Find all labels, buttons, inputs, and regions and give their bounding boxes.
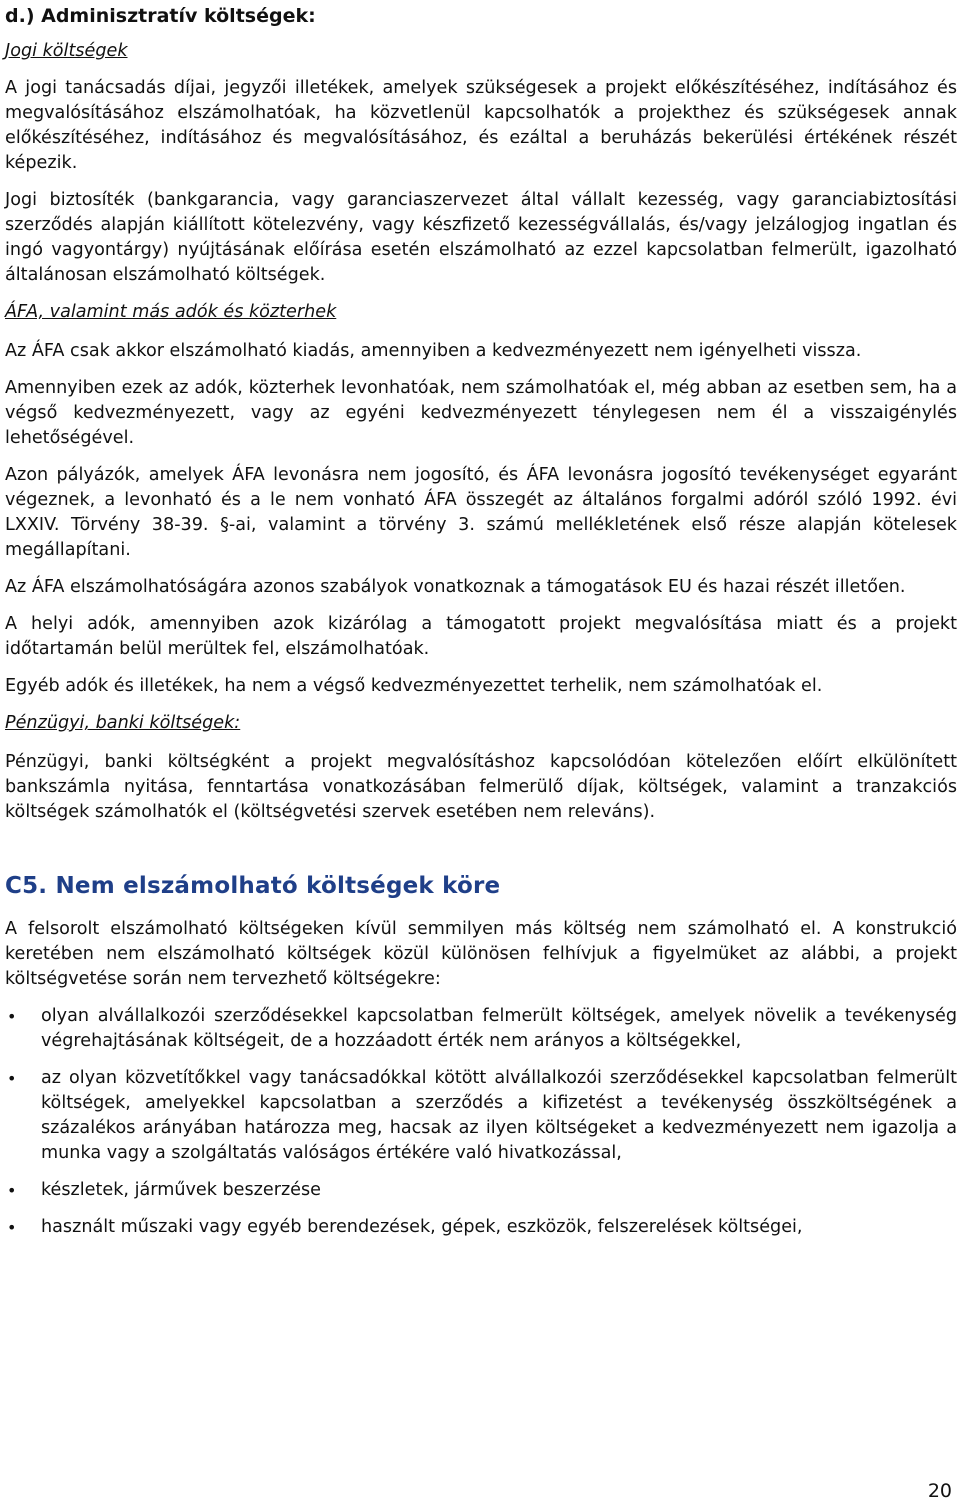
paragraph-vat-1: Az ÁFA csak akkor elszámolható kiadás, amennyiben a kedvezményezett nem igényelheti vissza. [5, 341, 862, 361]
paragraph-other-taxes: Egyéb adók és illetékek, ha nem a végső kedvezményezettet terhelik, nem számolhatóak el. [5, 676, 823, 696]
non-eligible-costs-list [5, 1004, 957, 1240]
paragraph-vat-2: Amennyiben ezek az adók, közterhek levonhatóak, nem számolhatóak el, még abban az esetben sem, ha a végső kedvezményezett, vagy az egyéni kedvezményezett ténylegesen nem él a visszaigénylés lehetőségével. [5, 378, 957, 448]
section-title-c5 [5, 871, 957, 901]
paragraph-vat-4: Az ÁFA elszámolhatóságára azonos szabályok vonatkoznak a támogatások EU és hazai részét illetően. [5, 577, 906, 597]
paragraph-c5-intro: A felsorolt elszámolható költségeken kívül semmilyen más költség nem számolható el. A konstrukció keretében nem elszámolható költségek közül különösen felhívjuk a figyelmüket az alábbi, a projekt költségvetése során nem tervezhető költségekre: [5, 919, 957, 989]
paragraph-local-taxes: A helyi adók, amennyiben azok kizárólag a támogatott projekt megvalósítása miatt és a projekt időtartamán belül merültek fel, elszámolhatóak. [5, 614, 957, 659]
section-number-c5: C5. [5, 873, 48, 899]
paragraph-vat-3-text: Azon pályázók, amelyek ÁFA levonásra nem jogosító, és ÁFA levonásra jogosító tevékenységet egyaránt végeznek, a levonható és a le nem vonható ÁFA összegét az általános forgalmi adóról szóló 1992. évi LXXIV. Törvény 38-39. §-ai, valamint a törvény 3. számú mellékletének első része alapján kötelesek megállapítani. [5, 465, 957, 560]
paragraph-legal-guarantee: Jogi biztosíték (bankgarancia, vagy garanciaszervezet által vállalt kezesség, vagy garanciabiztosítási szerződés alapján kiállított kötelezvény, vagy készfizető kezességvállalás, és/vagy jelzálogjog ingatlan és ingó vagyontárgy) nyújtásának előírása esetén elszámolható az ezzel kapcsolatban felmerült, igazolható általánosan elszámolható költségek. [5, 190, 957, 285]
paragraph-financial-costs: Pénzügyi, banki költségként a projekt megvalósításhoz kapcsolódóan kötelezően előírt elkülönített bankszámla nyitása, fenntartása vonatkozásában felmerülő díjak, költségek, valamint a tranzakciós költségek számolhatók el (költségvetési szervek esetében nem releváns). [5, 752, 957, 822]
document-page [5, 0, 957, 1252]
list-item-text: használt műszaki vagy egyéb berendezések, gépek, eszközök, felszerelések költségei, [41, 1217, 803, 1237]
bullet-icon: • [7, 1181, 17, 1200]
subheading-vat: ÁFA, valamint más adók és közterhek [5, 302, 337, 322]
list-item-text: készletek, járművek beszerzése [41, 1180, 321, 1200]
bullet-icon: • [7, 1007, 17, 1026]
bullet-icon: • [7, 1218, 17, 1237]
list-item-text: olyan alvállalkozói szerződésekkel kapcsolatban felmerült költségek, amelyek növelik a tevékenység végrehajtásának költségeit, de a hozzáadott érték nem arányos a költségekkel, [41, 1006, 957, 1051]
paragraph-vat-3 [5, 463, 957, 563]
list-item [5, 1178, 957, 1203]
list-item [5, 1215, 957, 1240]
bullet-icon: • [7, 1069, 17, 1088]
paragraph-legal-costs: A jogi tanácsadás díjai, jegyzői illetékek, amelyek szükségesek a projekt előkészítéséhez, indításához és megvalósításához elszámolhatóak, ha közvetlenül kapcsolhatók a projekthez és szükségesek annak előkészítéséhez, indításához és megvalósításához, és ezáltal a beruházás bekerülési értékének részét képezik. [5, 78, 957, 173]
subheading-financial-costs: Pénzügyi, banki költségek: [5, 713, 241, 733]
list-item-text: az olyan közvetítőkkel vagy tanácsadókkal kötött alvállalkozói szerződésekkel kapcsolatban felmerült költségek, amelyekkel kapcsolatban a szerződés a kifizetést a tevékenység összköltségének a százalékos arányában határozza meg, hacsak az ilyen költségeket a kedvezményezett nem igazolja a munka vagy a szolgáltatás valóságos értékére való hivatkozással, [41, 1068, 957, 1163]
list-item [5, 1066, 957, 1166]
section-title-c5-text: Nem elszámolható költségek köre [55, 873, 501, 899]
section-title-administrative-costs: d.) Adminisztratív költségek: [5, 5, 316, 27]
page-number: 20 [927, 1480, 952, 1502]
subheading-legal-costs: Jogi költségek [5, 41, 128, 61]
list-item [5, 1004, 957, 1054]
